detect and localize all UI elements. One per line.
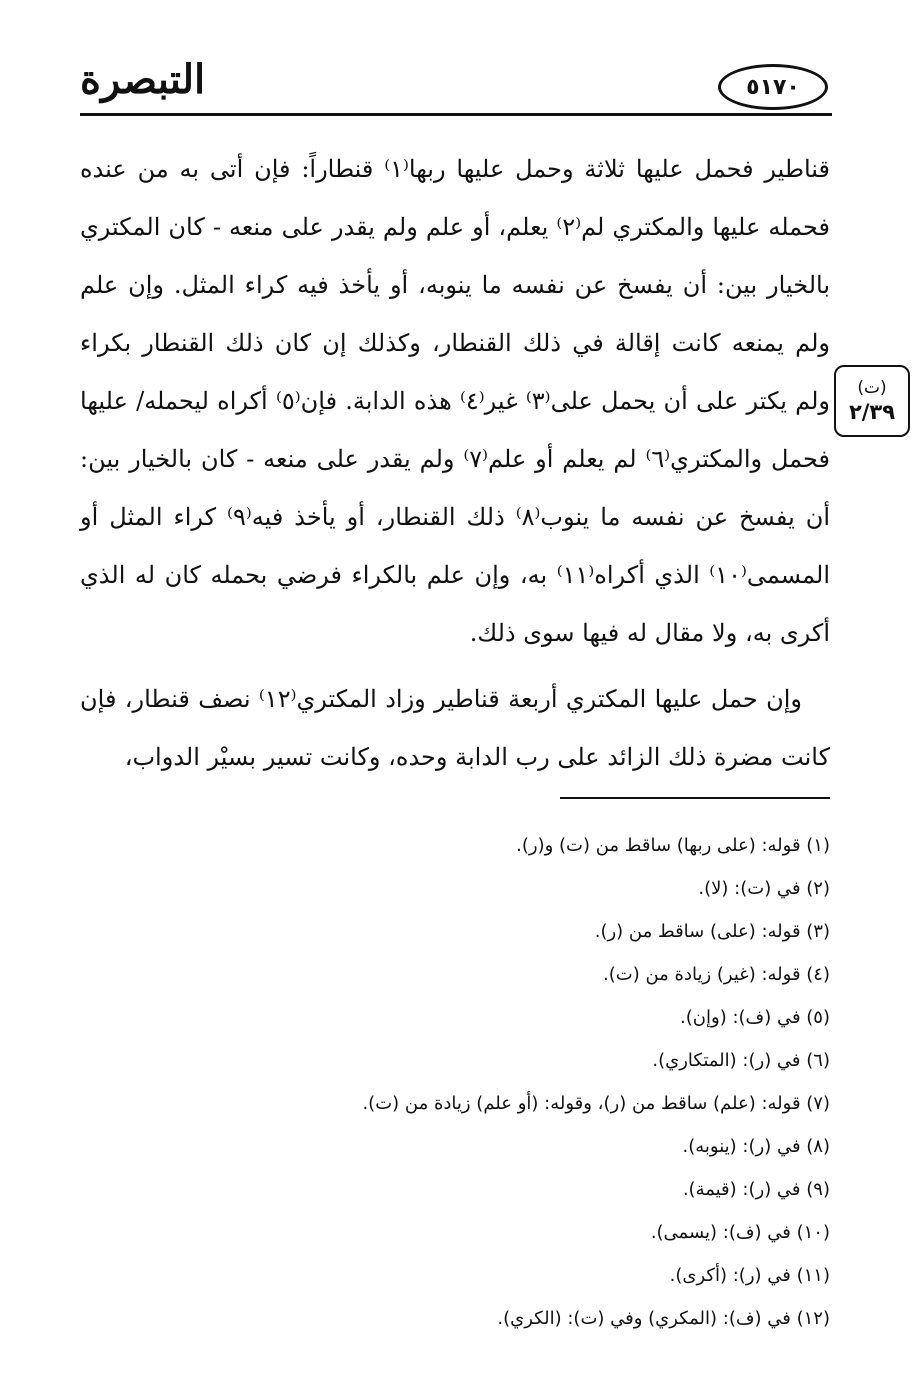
main-text	[80, 140, 830, 786]
paragraph-1: قناطير فحمل عليها ثلاثة وحمل عليها ربها⁽١⁾ قنطاراً: فإن أتى به من عنده فحمله عليها والمكتري لم⁽٢⁾ يعلم، أو علم ولم يقدر على منعه - كان المكتري بالخيار بين: أن يفسخ عن نفسه ما ينوبه، أو يأخذ فيه كراء المثل. وإن علم ولم يمنعه كانت إقالة في ذلك القنطار، وكذلك إن كان ذلك القنطار بكراء ولم يكتر على أن يحمل على⁽٣⁾ غير⁽٤⁾ هذه الدابة. فإن⁽٥⁾ أكراه ليحمله/ عليها فحمل والمكتري⁽٦⁾ لم يعلم أو علم⁽٧⁾ ولم يقدر على منعه - كان بالخيار بين: أن يفسخ عن نفسه ما ينوب⁽٨⁾ ذلك القنطار، أو يأخذ فيه⁽٩⁾ كراء المثل أو المسمى⁽١٠⁾ الذي أكراه⁽١١⁾ به، وإن علم بالكراء فرضي بحمله كان له الذي أكرى به، ولا مقال له فيها سوى ذلك.	[80, 155, 831, 647]
footnote-10: (١٠) في (ف): (يسمى).	[650, 1222, 830, 1243]
page-number-badge	[718, 64, 828, 110]
footnote-11: (١١) في (ر): (أكرى).	[669, 1265, 830, 1286]
footnote-6: (٦) في (ر): (المتكاري).	[652, 1050, 830, 1071]
page-number: ٥١٧٠	[746, 74, 800, 100]
footnote-separator	[560, 797, 830, 799]
footnote-7: (٧) قوله: (علم) ساقط من (ر)، وقوله: (أو علم) زيادة من (ت).	[362, 1093, 830, 1114]
running-title: التبصرة	[80, 56, 206, 103]
footnote-1: (١) قوله: (على ربها) ساقط من (ت) و(ر).	[516, 835, 830, 856]
margin-note-folio: ٢/٣٩	[848, 400, 896, 424]
footnotes	[80, 824, 830, 1340]
header-rule	[80, 113, 832, 116]
footnote-2: (٢) في (ت): (لا).	[698, 878, 830, 899]
footnote-8: (٨) في (ر): (ينوبه).	[682, 1136, 830, 1157]
manuscript-margin-note	[834, 365, 910, 437]
footnote-4: (٤) قوله: (غير) زيادة من (ت).	[603, 964, 830, 985]
paragraph-2: وإن حمل عليها المكتري أربعة قناطير وزاد المكتري⁽١٢⁾ نصف قنطار، فإن كانت مضرة ذلك الزائد على رب الدابة وحده، وكانت تسير بسيْر الدواب،	[80, 685, 830, 771]
margin-note-source: (ت)	[857, 378, 887, 398]
footnote-12: (١٢) في (ف): (المكري) وفي (ت): (الكري).	[497, 1308, 830, 1329]
footnote-9: (٩) في (ر): (قيمة).	[682, 1179, 830, 1200]
footnote-3: (٣) قوله: (على) ساقط من (ر).	[594, 921, 830, 942]
footnote-5: (٥) في (ف): (وإن).	[680, 1007, 830, 1028]
